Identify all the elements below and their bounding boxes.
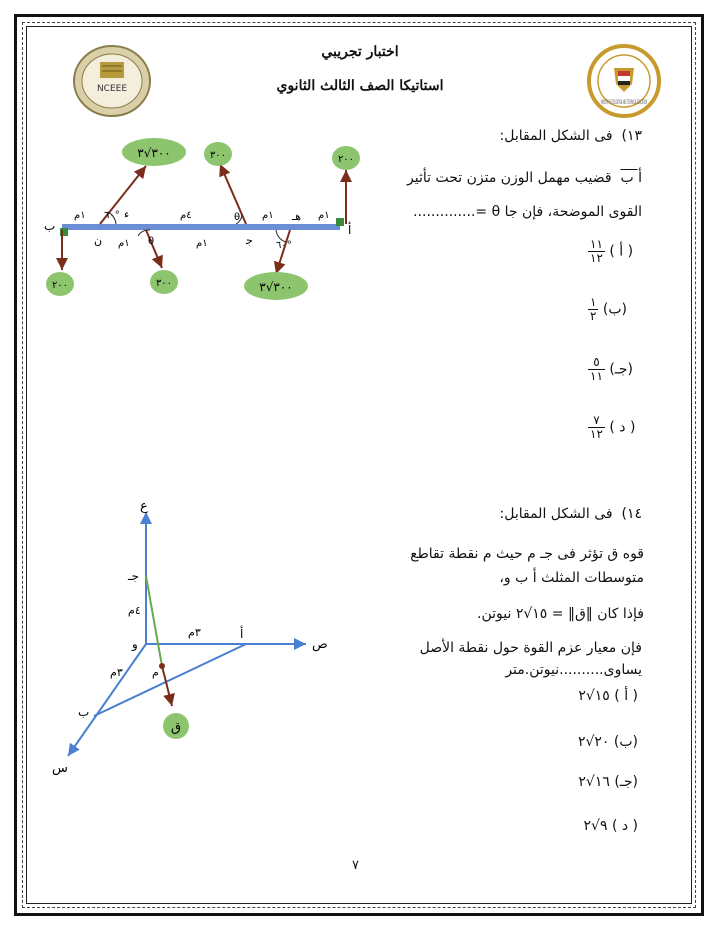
ministry-logo-text: MINISTRY OF EDUCATION AND TECHNICAL EDUCATION	[601, 99, 647, 106]
q14-option-d-label: ( د )	[611, 818, 638, 834]
q13-option-b-den: ٢	[590, 309, 597, 323]
q13-intro-text: فى الشكل المقابل:	[499, 128, 613, 144]
q14-axis-y: ص	[312, 637, 328, 652]
q13-angle-1: ٦٠°	[104, 210, 120, 221]
q13-angle-4: ٦٠°	[276, 240, 292, 251]
nceee-logo-text: NCEEE	[96, 84, 128, 94]
q14-option-a-value: ١٥√٢	[578, 688, 610, 704]
q14-line5: يساوى..........نيوتن.متر	[505, 662, 642, 678]
q13-point-h: هـ	[292, 210, 302, 223]
q14-option-d[interactable]	[584, 818, 639, 834]
q14-line1: قوه ق تؤثر فى جـ م حيث م نقطة تقاطع	[410, 546, 644, 562]
q13-dist-2: ٤م	[180, 210, 192, 221]
q13-option-d[interactable]	[588, 414, 635, 441]
q13-line1	[407, 170, 642, 186]
q14-axis-x: س	[52, 761, 68, 776]
q14-option-b[interactable]	[578, 734, 638, 750]
q14-axis-z: ع	[140, 499, 148, 514]
q14-x-axis	[68, 644, 146, 756]
q13-angle-2: θ	[148, 236, 155, 247]
exam-title: اختبار تجريبي	[321, 44, 399, 60]
q14-length-3: ٣م	[110, 666, 123, 679]
q13-option-a-den: ١٢	[590, 251, 603, 265]
q14-length-2: ٣م	[188, 626, 201, 639]
q13-option-c-num: ٥	[588, 356, 605, 370]
q13-force-2: ٣٠٠	[209, 150, 227, 161]
q13-force-5: ٣٠٠	[155, 278, 173, 289]
q13-option-a[interactable]	[588, 238, 633, 265]
q14-line3: فإذا كان ‖ق‖ = ١٥√٢ نيوتن.	[477, 606, 644, 622]
q13-point-n: ن	[94, 234, 103, 247]
exam-subtitle: استاتيكا الصف الثالث الثانوي	[276, 78, 444, 94]
q13-rod	[62, 224, 340, 230]
q13-point-a: ﺃ	[348, 223, 352, 237]
q13-option-d-label: ( د )	[609, 419, 636, 436]
q13-intro	[500, 128, 642, 144]
q14-point-j: جـ	[128, 569, 139, 583]
q13-rod-label: ﺃ ﺏ	[620, 170, 642, 186]
q13-dist-5: ١م	[118, 238, 130, 249]
q13-option-d-num: ٧	[588, 414, 605, 428]
q14-line2: متوسطات المثلث ﺃ ب و،	[499, 570, 644, 586]
q13-force-6: ٣٠٠√٣	[259, 280, 293, 294]
q14-line4: فإن معيار عزم القوة حول نقطة الأصل	[419, 640, 642, 656]
q14-intro	[500, 506, 642, 522]
q13-option-a-num: ١١	[590, 237, 603, 251]
q14-number: ١٤)	[621, 506, 642, 522]
q14-intro-text: فى الشكل المقابل:	[499, 506, 613, 522]
q13-option-b[interactable]	[588, 296, 627, 323]
q13-option-c-label: (جـ)	[609, 361, 634, 378]
q13-dist-4: ١م	[318, 210, 330, 221]
q14-length-1: ٤م	[128, 604, 141, 617]
page-number: ٧	[352, 858, 359, 873]
q13-force-1: ٣٠٠√٣	[137, 146, 171, 160]
ministry-logo	[586, 44, 662, 118]
q14-force-arrow	[162, 666, 172, 706]
q14-option-c-value: ١٦√٢	[578, 774, 610, 790]
q14-point-m: م	[152, 666, 159, 679]
q13-dist-1: ١م	[74, 210, 86, 221]
q13-line1-text: قضيب مهمل الوزن متزن تحت تأثير	[407, 170, 612, 186]
q13-rod-end-right	[336, 218, 344, 226]
q14-point-o: و	[132, 637, 138, 651]
q14-option-b-value: ٢٠√٢	[577, 734, 610, 750]
q13-figure	[36, 130, 366, 300]
q14-triangle-side	[94, 644, 246, 716]
q14-option-a-label: ( أ )	[614, 688, 638, 704]
q14-figure	[50, 496, 340, 786]
q13-force-3: ٢٠٠	[337, 154, 355, 165]
q14-force-label: ق	[170, 720, 182, 735]
q14-line-jm	[146, 576, 162, 666]
nceee-logo	[72, 44, 152, 118]
q13-force-4: ٢٠٠	[51, 280, 69, 291]
q13-option-a-label: ( أ )	[609, 243, 634, 260]
q13-point-b: ب	[44, 219, 56, 233]
q13-point-j: ﺟ	[246, 234, 253, 247]
q13-option-d-den: ١٢	[590, 427, 603, 441]
q13-option-c-den: ١١	[590, 369, 603, 383]
q14-option-d-value: ٩√٢	[583, 818, 608, 834]
q13-dist-3: ١م	[262, 210, 274, 221]
q13-point-d: ء	[124, 208, 130, 221]
q13-number: ١٣)	[621, 128, 642, 144]
q14-point-b: ب	[78, 705, 90, 719]
q13-option-b-num: ١	[590, 295, 597, 309]
q13-option-c[interactable]	[588, 356, 633, 383]
q14-option-a[interactable]	[578, 688, 638, 704]
q14-option-c-label: (جـ)	[614, 774, 638, 790]
q14-point-a: ﺃ	[240, 627, 244, 641]
q13-dist-6: ١م	[196, 238, 208, 249]
q13-angle-3: θ	[234, 212, 241, 223]
q13-line2: القوى الموضحة، فإن جا θ =..............	[413, 204, 642, 220]
q13-option-b-label: (ب)	[602, 301, 628, 318]
q14-option-b-label: (ب)	[613, 734, 638, 750]
q14-option-c[interactable]	[578, 774, 638, 790]
